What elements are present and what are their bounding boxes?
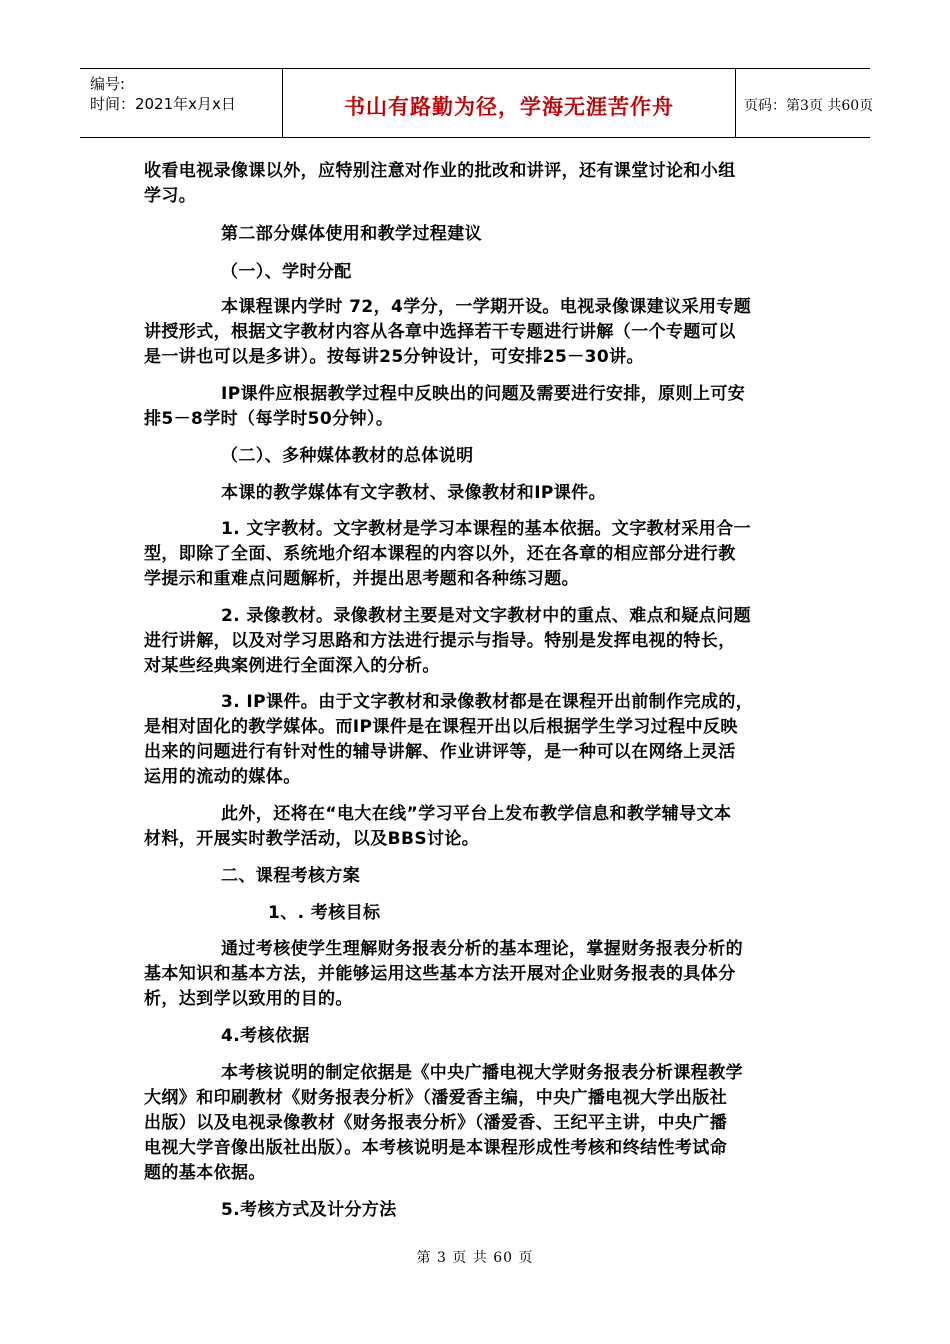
header-motto: 书山有路勤为径，学海无涯苦作舟 bbox=[344, 95, 674, 119]
body-line: 本考核说明的制定依据是《中央广播电视大学财务报表分析课程教学 bbox=[221, 1063, 743, 1083]
body-line: 进行讲解，以及对学习思路和方法进行提示与指导。特别是发挥电视的特长， bbox=[144, 631, 736, 651]
body-line: 收看电视录像课以外，应特别注意对作业的批改和讲评，还有课堂讨论和小组 bbox=[144, 161, 736, 181]
body-line: 本课的教学媒体有文字教材、录像教材和IP课件。 bbox=[221, 483, 606, 503]
body-line: 学提示和重难点问题解析，并提出思考题和各种练习题。 bbox=[144, 569, 579, 589]
subsection-heading: 4.考核依据 bbox=[221, 1026, 310, 1046]
body-line: 是一讲也可以是多讲）。按每讲25分钟设计，可安排25－30讲。 bbox=[144, 347, 644, 367]
body-line: 基本知识和基本方法，并能够运用这些基本方法开展对企业财务报表的具体分 bbox=[144, 964, 736, 984]
body-line: 出版）以及电视录像教材《财务报表分析》（潘爱香、王纪平主讲，中央广播 bbox=[144, 1113, 728, 1133]
subsection-heading: 5.考核方式及计分方法 bbox=[221, 1200, 397, 1220]
body-line: 型，即除了全面、系统地介绍本课程的内容以外，还在各章的相应部分进行教 bbox=[144, 544, 736, 564]
body-line: 材料，开展实时教学活动，以及BBS讨论。 bbox=[144, 829, 480, 849]
body-line: 电视大学音像出版社出版）。本考核说明是本课程形成性考核和终结性考试命 bbox=[144, 1138, 728, 1158]
header-meta-cell bbox=[80, 69, 283, 137]
page-footer: 第 3 页 共 60 页 bbox=[416, 1250, 534, 1266]
body-line: 本课程课内学时 72，4学分，一学期开设。电视录像课建议采用专题 bbox=[221, 297, 752, 317]
body-line: 题的基本依据。 bbox=[144, 1163, 266, 1183]
body-line: 1. 文字教材。文字教材是学习本课程的基本依据。文字教材采用合一 bbox=[221, 519, 752, 539]
section-heading: 第二部分媒体使用和教学过程建议 bbox=[221, 224, 482, 244]
body-line: 2. 录像教材。录像教材主要是对文字教材中的重点、难点和疑点问题 bbox=[221, 606, 752, 626]
header-page-cell bbox=[736, 69, 874, 137]
body-line: 3. IP课件。由于文字教材和录像教材都是在课程开出前制作完成的， bbox=[221, 692, 754, 712]
body-line: 排5－8学时（每学时50分钟）。 bbox=[144, 409, 394, 429]
header-page-info: 页码：第3页 共60页 bbox=[744, 98, 874, 114]
body-line: 学习。 bbox=[144, 186, 197, 206]
body-line: 通过考核使学生理解财务报表分析的基本理论，掌握财务报表分析的 bbox=[221, 939, 743, 959]
section-heading: 二、课程考核方案 bbox=[221, 866, 361, 886]
body-line: 大纲》和印刷教材《财务报表分析》（潘爱香主编，中央广播电视大学出版社 bbox=[144, 1088, 728, 1108]
document-date: 时间：2021年x月x日 bbox=[90, 95, 236, 113]
body-line: 运用的流动的媒体。 bbox=[144, 767, 301, 787]
subsection-heading: （二）、多种媒体教材的总体说明 bbox=[221, 446, 474, 466]
document-number-label: 编号: bbox=[90, 75, 126, 93]
body-line: 讲授形式，根据文字教材内容从各章中选择若干专题进行讲解（一个专题可以 bbox=[144, 322, 736, 342]
page-header bbox=[80, 68, 874, 138]
body-line: 对某些经典案例进行全面深入的分析。 bbox=[144, 656, 440, 676]
subsection-heading: （一）、学时分配 bbox=[221, 262, 352, 282]
body-line: 出来的问题进行有针对性的辅导讲解、作业讲评等，是一种可以在网络上灵活 bbox=[144, 742, 736, 762]
body-line: 是相对固化的教学媒体。而IP课件是在课程开出以后根据学生学习过程中反映 bbox=[144, 717, 738, 737]
body-line: 析，达到学以致用的目的。 bbox=[144, 989, 353, 1009]
header-motto-cell bbox=[283, 69, 736, 137]
subsection-heading: 1、. 考核目标 bbox=[268, 903, 381, 923]
body-line: 此外，还将在“电大在线”学习平台上发布教学信息和教学辅导文本 bbox=[221, 804, 732, 824]
body-line: IP课件应根据教学过程中反映出的问题及需要进行安排，原则上可安 bbox=[221, 384, 746, 404]
